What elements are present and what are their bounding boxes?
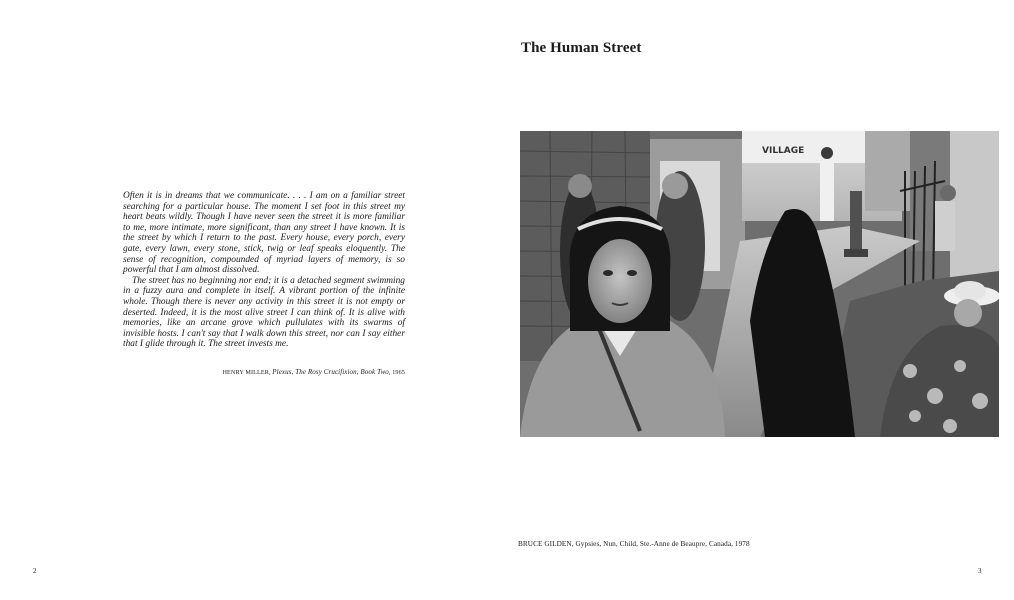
- street-photograph: [520, 131, 999, 437]
- caption-photographer: BRUCE GILDEN: [518, 540, 572, 548]
- quote-paragraph-2: The street has no beginning nor end; it is a detached segment swimming in a fuzzy aura and complete in itself. A vibrant portion of the infinite whole. Though there is never any activity in this street it is not empty or deserted. Indeed, it is the most alive street I can think of. It is alive with memories, like an arcane grove which pullulates with its swarms of invisible hosts. I can't say that I walk down this street, nor can I say either that I glide through it. The street invests me.: [123, 275, 405, 350]
- page-number-left: 2: [33, 567, 37, 575]
- caption-details: , Gypsies, Nun, Child, Ste.-Anne de Beaupre, Canada, 1978: [571, 540, 750, 548]
- attribution-year: , 1965: [388, 369, 405, 376]
- page-title: The Human Street: [521, 40, 642, 56]
- attribution-author: HENRY MILLER: [222, 369, 269, 376]
- sign-text: VILLAGE: [762, 146, 805, 156]
- quote-attribution: HENRY MILLER, Plexus, The Rosy Crucifixion, Book Two, 1965: [222, 368, 405, 376]
- photo-caption: [518, 540, 750, 548]
- attribution-work: Plexus, The Rosy Crucifixion, Book Two: [272, 368, 389, 376]
- page-number-right: 3: [978, 567, 982, 575]
- quote-paragraph-1: Often it is in dreams that we communicate. . . . I am on a familiar street searching for a particular house. The moment I set foot in this street my heart beats wildly. Though I have never seen the street it is more familiar to me, more intimate, more significant, than any street I have known. It is the street by which I return to the past. Every house, every porch, every gate, every lawn, every stone, stick, twig or leaf speaks eloquently. The sense of recognition, compounded of myriad layers of memory, is so powerful that I am almost dissolved.: [123, 191, 405, 276]
- epigraph-quote: [123, 191, 405, 350]
- photograph-illustration: [520, 131, 999, 437]
